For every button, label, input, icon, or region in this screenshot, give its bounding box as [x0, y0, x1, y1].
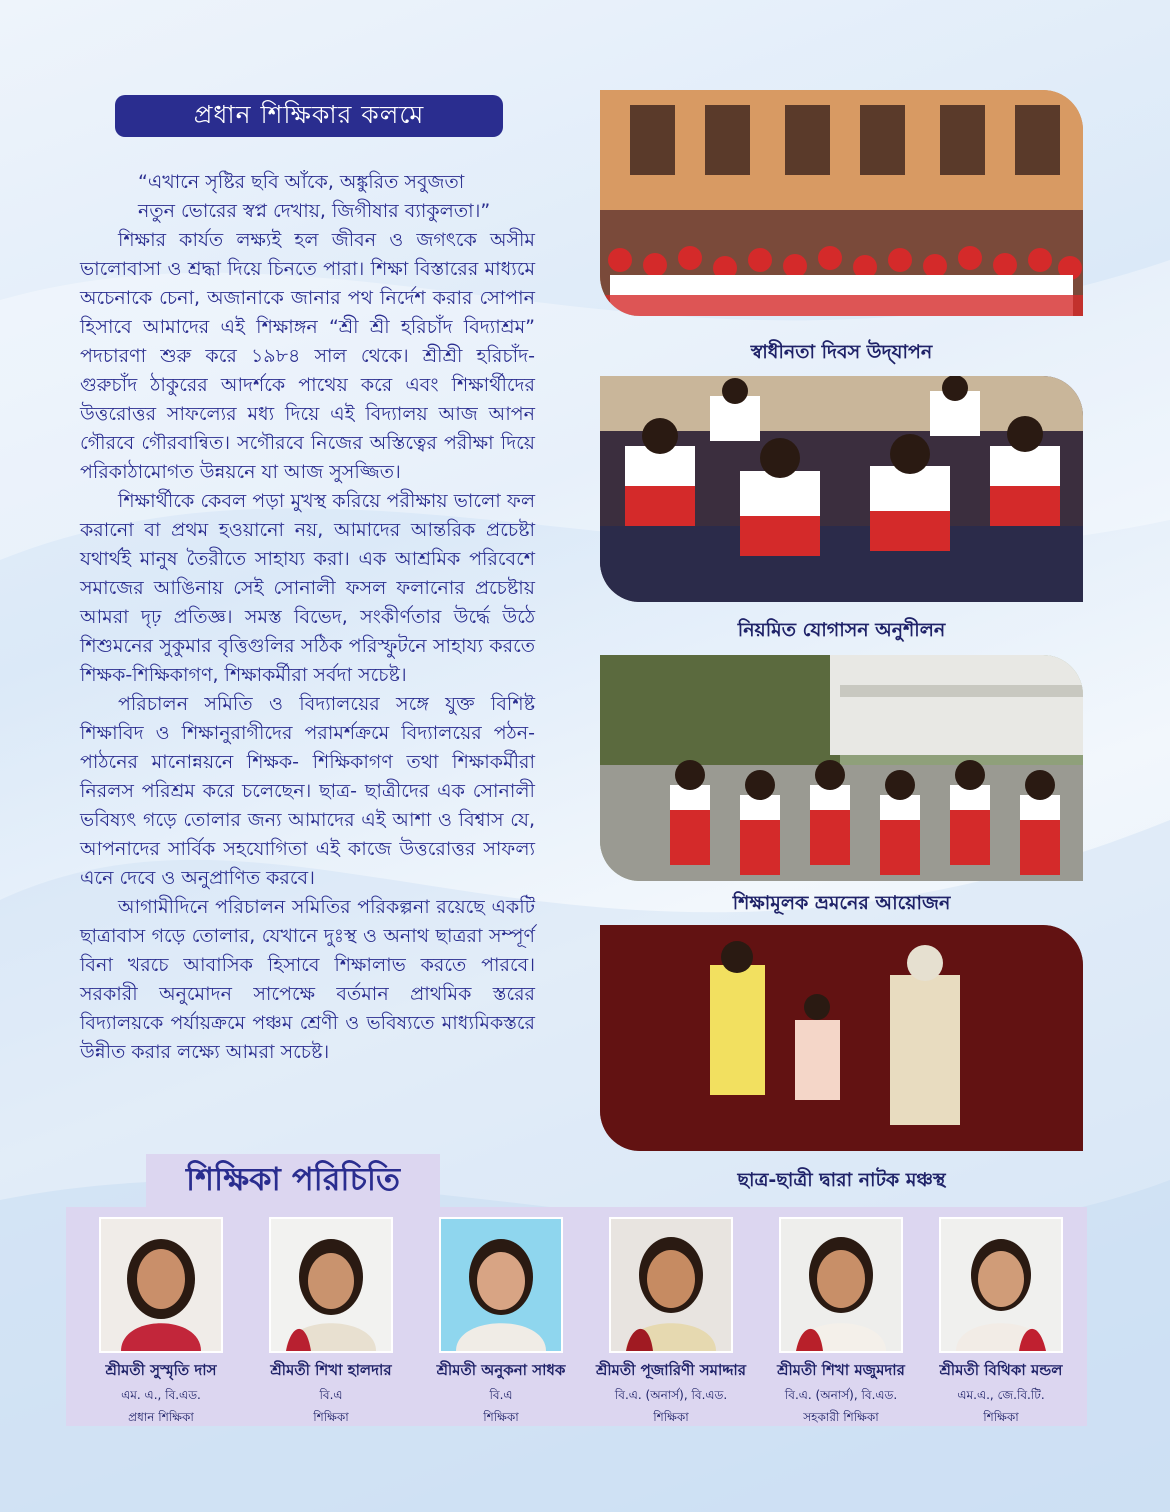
teacher-photo: [269, 1217, 393, 1353]
teacher-qualification: বি.এ. (অনার্স), বি.এড.: [784, 1388, 898, 1402]
teacher-photo: [779, 1217, 903, 1353]
teacher-photo: [609, 1217, 733, 1353]
photo-yoga-practice: [600, 376, 1083, 602]
paragraph-3: পরিচালন সমিতি ও বিদ্যালয়ের সঙ্গে যুক্ত বিশিষ্ট শিক্ষাবিদ ও শিক্ষানুরাগীদের পরামর্শক্রমে বিদ্যালয়ের পঠন-পাঠনের মানোন্নয়নে শিক্ষক- শিক্ষিকাগণ তথা শিক্ষাকর্মীরা নিরলস পরিশ্রম করে চলেছেন। ছাত্র- ছাত্রীদের এক সোনালী ভবিষ্যৎ গড়ে তোলার জন্য আমাদের এই আশা ও বিশ্বাস যে, আপনাদের সার্বিক সহযোগিতা এই কাজে উত্তরোত্তর সাফল্য এনে দেবে ও অনুপ্রাণিত করবে।: [80, 693, 535, 889]
teacher-name: শ্রীমতী বিথিকা মন্ডল: [939, 1361, 1063, 1379]
photo-drama-performance: [600, 925, 1083, 1151]
teacher-role: শিক্ষিকা: [653, 1410, 689, 1424]
teacher-qualification: এম.এ., জে.বি.টি.: [957, 1388, 1045, 1402]
teacher-name: শ্রীমতী সুস্মৃতি দাস: [105, 1361, 217, 1379]
poem-line-2: নতুন ভোরের স্বপ্ন দেখায়, জিগীষার ব্যাকুলতা।”: [138, 200, 491, 222]
paragraph-2: শিক্ষার্থীকে কেবল পড়া মুখস্থ করিয়ে পরীক্ষায় ভালো ফল করানো বা প্রথম হওয়ানো নয়, আমাদের আন্তরিক প্রচেষ্টা যথার্থই মানুষ তৈরীতে সাহায্য করা। এক আশ্রমিক পরিবেশে সমাজের আঙিনায় সেই সোনালী ফসল ফলানোর প্রচেষ্টায় আমরা দৃঢ় প্রতিজ্ঞ। সমস্ত বিভেদ, সংকীর্ণতার উর্দ্ধে উঠে শিশুমনের সুকুমার বৃত্তিগুলির সঠিক পরিস্ফুটনে সাহায্য করতে শিক্ষক-শিক্ষিকাগণ, শিক্ষাকর্মীরা সর্বদা সচেষ্ট।: [80, 490, 535, 686]
teacher-card-4: [586, 1217, 756, 1429]
teacher-role: শিক্ষিকা: [983, 1410, 1019, 1424]
poem-line-1: “এখানে সৃষ্টির ছবি আঁকে, অঙ্কুরিত সবুজতা: [138, 171, 465, 193]
teacher-role: শিক্ষিকা: [483, 1410, 519, 1424]
poem: [80, 168, 535, 226]
teacher-role: শিক্ষিকা: [313, 1410, 349, 1424]
teacher-card-2: [246, 1217, 416, 1429]
teacher-card-6: [916, 1217, 1086, 1429]
paragraph-1: শিক্ষার কার্যত লক্ষ্যই হল জীবন ও জগৎকে অসীম ভালোবাসা ও শ্রদ্ধা দিয়ে চিনতে পারা। শিক্ষা বিস্তারের মাধ্যমে অচেনাকে চেনা, অজানাকে জানার পথ নির্দেশ করার সোপান হিসাবে আমাদের এই শিক্ষাঙ্গন “শ্রী শ্রী হরিচাঁদ বিদ্যাশ্রম” পদচারণা শুরু করে ১৯৮৪ সাল থেকে। শ্রীশ্রী হরিচাঁদ-গুরুচাঁদ ঠাকুরের আদর্শকে পাথেয় করে এবং শিক্ষার্থীদের উত্তরোত্তর সাফল্যের মধ্য দিয়ে এই বিদ্যালয় আজ আপন গৌরবে গৌরবান্বিত। সগৌরবে নিজের অস্তিত্বের পরীক্ষা দিয়ে পরিকাঠামোগত উন্নয়নে যা আজ সুসজ্জিত।: [80, 229, 535, 483]
teacher-role: প্রধান শিক্ষিকা: [128, 1410, 194, 1424]
photo-caption-4: ছাত্র-ছাত্রী দ্বারা নাটক মঞ্চস্থ: [737, 1169, 946, 1191]
teacher-qualification: বি.এ. (অনার্স), বি.এড.: [614, 1388, 728, 1402]
paragraph-4: আগামীদিনে পরিচালন সমিতির পরিকল্পনা রয়েছে একটি ছাত্রাবাস গড়ে তোলার, যেখানে দুঃস্থ ও অনাথ ছাত্ররা সম্পূর্ণ বিনা খরচে আবাসিক হিসাবে শিক্ষালাভ করতে পারবে। সরকারী অনুমোদন সাপেক্ষে বর্তমান প্রাথমিক স্তরের বিদ্যালয়কে পর্যায়ক্রমে পঞ্চম শ্রেণী ও ভবিষ্যতে মাধ্যমিকস্তরে উন্নীত করার লক্ষ্যে আমরা সচেষ্ট।: [80, 896, 535, 1063]
teachers-title: শিক্ষিকা পরিচিতি: [146, 1154, 440, 1208]
teacher-card-3: [416, 1217, 586, 1429]
principal-article: [80, 168, 535, 1067]
photo-caption-1: স্বাধীনতা দিবস উদ্‌যাপন: [750, 341, 933, 363]
teacher-card-5: [756, 1217, 926, 1429]
teacher-photo: [939, 1217, 1063, 1353]
photo-caption-2: নিয়মিত যোগাসন অনুশীলন: [737, 619, 946, 641]
teacher-qualification: বি.এ: [319, 1388, 343, 1402]
photo-educational-trip: [600, 655, 1083, 881]
section-title: প্রধান শিক্ষিকার কলমে: [115, 95, 503, 137]
teacher-role: সহকারী শিক্ষিকা: [803, 1410, 879, 1424]
teacher-photo: [99, 1217, 223, 1353]
teacher-qualification: বি.এ: [489, 1388, 513, 1402]
teacher-name: শ্রীমতী পূজারিণী সমাদ্দার: [595, 1361, 747, 1379]
teacher-name: শ্রীমতী শিখা হালদার: [270, 1361, 392, 1379]
teacher-photo: [439, 1217, 563, 1353]
teacher-name: শ্রীমতী অনুকনা সাধক: [436, 1361, 566, 1379]
teacher-card-1: [76, 1217, 246, 1429]
teacher-qualification: এম. এ., বি.এড.: [121, 1388, 201, 1402]
photo-independence-day: [600, 90, 1083, 316]
photo-caption-3: শিক্ষামূলক ভ্রমনের আয়োজন: [732, 892, 951, 914]
teachers-panel: [66, 1207, 1087, 1426]
teacher-name: শ্রীমতী শিখা মজুমদার: [777, 1361, 905, 1379]
